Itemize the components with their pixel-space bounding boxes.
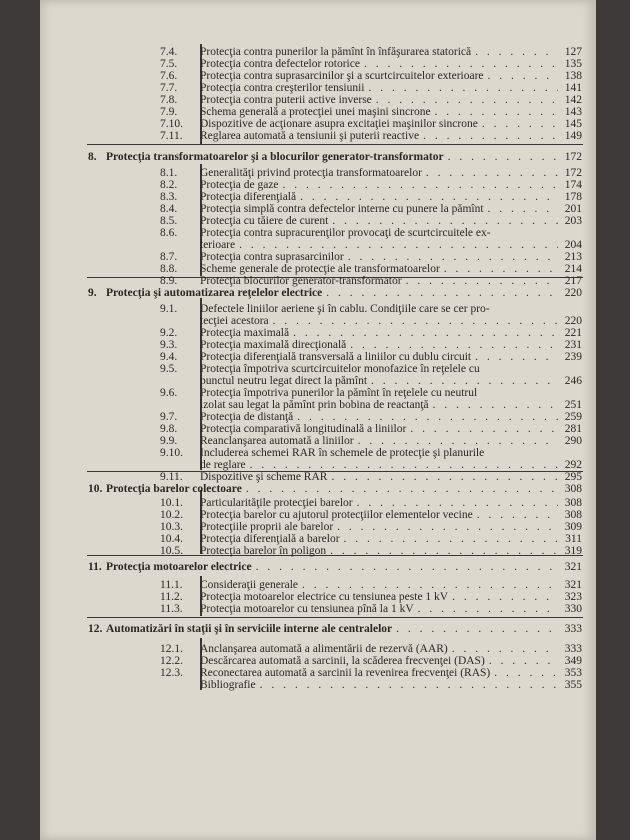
page-number: 220 — [564, 315, 582, 327]
toc-entry — [200, 316, 582, 327]
page-number: 311 — [565, 533, 582, 545]
toc-entry-title: Protecţia contra suprasarcinilor şi a scurtcircuitelor exterioare — [200, 70, 484, 82]
toc-entry-number: 12.1. — [160, 643, 183, 655]
dot-leader — [426, 168, 558, 179]
toc-entry — [160, 668, 582, 679]
page-number: 221 — [564, 327, 582, 339]
dot-leader — [250, 460, 558, 471]
dot-leader — [256, 562, 558, 573]
toc-entry-title: Protecţia contra defectelor rotorice — [200, 58, 360, 70]
toc-entry-title: Defectele liniilor aeriene şi în cablu. Condiţiile care se cer pro- — [200, 303, 490, 315]
toc-entry-title: Schema generală a protecţiei unei maşini sincrone — [200, 106, 431, 118]
page-number: 355 — [564, 679, 582, 691]
toc-entry — [160, 304, 582, 315]
page-number: 349 — [564, 655, 582, 667]
toc-entry-number: 7.4. — [160, 46, 178, 58]
page-number: 281 — [564, 423, 582, 435]
dot-leader — [448, 152, 558, 163]
toc-entry-title: Consideraţii generale — [200, 579, 299, 591]
toc-entry-number: 8.5. — [160, 215, 178, 227]
toc-entry-number: 9.9. — [160, 435, 178, 447]
toc-entry-title: Protecţia comparativă longitudinală a liniilor — [200, 423, 407, 435]
chapter-title: Automatizări în staţii şi în serviciile interne ale centralelor — [106, 623, 393, 635]
toc-entry-number: 10.5. — [160, 545, 183, 557]
page-number: 172 — [564, 151, 582, 163]
page-number: 138 — [564, 70, 582, 82]
dot-leader — [344, 534, 558, 545]
page-number: 292 — [564, 459, 582, 471]
page-number: 143 — [564, 106, 582, 118]
toc-entry — [160, 340, 582, 351]
toc-entry-number: 9.11. — [160, 471, 183, 483]
toc-entry — [160, 131, 582, 142]
toc-entry — [160, 119, 582, 130]
dot-leader — [410, 424, 558, 435]
toc-entry-title: Reanclanşarea automată a liniilor — [200, 435, 354, 447]
toc-entry — [160, 107, 582, 118]
page-number: 220 — [564, 287, 582, 299]
dot-leader — [337, 522, 558, 533]
toc-entry-number: 10.1. — [160, 497, 183, 509]
toc-entry — [160, 522, 582, 533]
toc-entry-number: 10.4. — [160, 533, 183, 545]
toc-entry-title: Protecţia diferenţială a barelor — [200, 533, 340, 545]
dot-leader — [488, 204, 558, 215]
toc-entry-title: Includerea schemei RAR în schemele de protecţie şi planurile — [200, 447, 485, 459]
toc-entry — [160, 204, 582, 215]
toc-entry-number: 7.8. — [160, 94, 178, 106]
toc-entry-number: 7.6. — [160, 70, 178, 82]
page-number: 309 — [564, 521, 582, 533]
toc-entry-number: 8.7. — [160, 251, 178, 263]
toc-entry-title-continuation: de reglare — [200, 459, 246, 471]
toc-entry-number: 9.8. — [160, 423, 178, 435]
book-page — [40, 0, 596, 840]
page-number: 239 — [564, 351, 582, 363]
page-number: 321 — [564, 561, 582, 573]
toc-entry — [200, 460, 582, 471]
dot-leader — [273, 316, 558, 327]
dot-leader — [330, 546, 558, 557]
toc-entry-title-continuation: terioare — [200, 239, 236, 251]
chapter-rule — [87, 617, 583, 618]
toc-entry-title: Protecţia simplă contra defectelor interne cu punere la pămînt — [200, 203, 484, 215]
toc-entry-number: 9.7. — [160, 411, 178, 423]
toc-entry-number: 10.2. — [160, 509, 183, 521]
toc-entry-title: Protecţia diferenţială — [200, 191, 297, 203]
toc-entry — [160, 352, 582, 363]
toc-entry-title: Protecţia împotriva punerilor la pămînt în reţelele cu neutrul — [200, 387, 478, 399]
toc-entry — [160, 192, 582, 203]
toc-entry-title: Protecţia de gaze — [200, 179, 279, 191]
toc-entry-title: Protecţia blocurilor generator-transformator — [200, 275, 402, 287]
toc-entry-title: Protecţia contra supracurenţilor provocaţi de scurtcircuitele ex- — [200, 227, 491, 239]
page-number: 290 — [564, 435, 582, 447]
page-number: 172 — [564, 167, 582, 179]
toc-entry-number: 9.5. — [160, 363, 178, 375]
toc-entry-number: 8.9. — [160, 275, 178, 287]
toc-entry — [200, 240, 582, 251]
page-number: 321 — [564, 579, 582, 591]
toc-entry — [160, 328, 582, 339]
toc-entry — [160, 592, 582, 603]
page-number: 319 — [564, 545, 582, 557]
toc-entry — [160, 216, 582, 227]
toc-entry — [160, 71, 582, 82]
toc-entry-number: 8.4. — [160, 203, 178, 215]
toc-entry-number: 9.6. — [160, 387, 178, 399]
toc-entry-number: 8.2. — [160, 179, 178, 191]
page-number: 127 — [564, 46, 582, 58]
dot-leader — [452, 644, 558, 655]
dot-leader — [475, 352, 558, 363]
page-number: 204 — [564, 239, 582, 251]
page-number: 251 — [564, 399, 582, 411]
toc-entry — [160, 680, 582, 691]
page-number: 295 — [564, 471, 582, 483]
toc-entry-title: Scheme generale de protecţie ale transformatoarelor — [200, 263, 440, 275]
chapter-title: Protecţia transformatoarelor şi a blocurilor generator-transformator — [106, 151, 444, 163]
toc-entry-title: Reglarea automată a tensiunii şi puterii reactive — [200, 130, 420, 142]
toc-entry-title: Generalităţi privind protecţia transformatoarelor — [200, 167, 422, 179]
toc-entry-title-continuation: punctul neutru legat direct la pămînt — [200, 375, 368, 387]
chapter-number: 12. — [88, 623, 103, 635]
chapter-title: Protecţia şi automatizarea reţelelor electrice — [106, 287, 323, 299]
toc-entry — [160, 276, 582, 287]
dot-leader — [477, 510, 558, 521]
dot-leader — [418, 604, 558, 615]
page-number: 217 — [564, 275, 582, 287]
toc-entry — [160, 364, 582, 375]
toc-entry-title: Protecţiile proprii ale barelor — [200, 521, 334, 533]
page-number: 149 — [564, 130, 582, 142]
toc-entry-number: 7.9. — [160, 106, 178, 118]
toc-entry — [200, 400, 582, 411]
dot-leader — [332, 216, 558, 227]
toc-entry — [160, 424, 582, 435]
dot-leader — [348, 252, 558, 263]
chapter-title: Protecţia barelor colectoare — [106, 483, 242, 495]
chapter-number: 8. — [88, 151, 97, 163]
dot-leader — [326, 288, 558, 299]
toc-entry — [160, 604, 582, 615]
toc-entry-title: Protecţia motoarelor electrice cu tensiunea peste 1 kV — [200, 591, 449, 603]
toc-entry — [160, 168, 582, 179]
dot-leader — [283, 180, 558, 191]
chapter-rule — [87, 144, 583, 145]
page-number: 333 — [564, 623, 582, 635]
dot-leader — [494, 668, 558, 679]
toc-entry-title: Dispozitive de acţionare asupra excitaţiei maşinilor sincrone — [200, 118, 478, 130]
toc-entry — [160, 510, 582, 521]
page-number: 330 — [564, 603, 582, 615]
dot-leader — [444, 264, 558, 275]
toc-entry — [160, 264, 582, 275]
toc-entry — [160, 228, 582, 239]
toc-entry — [160, 252, 582, 263]
toc-entry — [160, 472, 582, 483]
dot-leader — [482, 119, 558, 130]
dot-leader — [435, 107, 558, 118]
page-number: 308 — [564, 483, 582, 495]
dot-leader — [331, 472, 558, 483]
page-number: 246 — [564, 375, 582, 387]
toc-chapter-heading — [88, 562, 582, 573]
toc-entry — [160, 644, 582, 655]
page-number: 135 — [564, 58, 582, 70]
toc-entry — [160, 95, 582, 106]
dot-leader — [364, 59, 558, 70]
dot-leader — [489, 656, 558, 667]
toc-entry-number: 8.8. — [160, 263, 178, 275]
chapter-title: Protecţia motoarelor electrice — [106, 561, 252, 573]
toc-entry-title: Protecţia barelor în poligon — [200, 545, 327, 557]
toc-entry — [160, 388, 582, 399]
toc-entry — [160, 498, 582, 509]
toc-entry-title: Particularităţile protecţiei barelor — [200, 497, 353, 509]
toc-entry-number: 10.3. — [160, 521, 183, 533]
page-number: 145 — [564, 118, 582, 130]
page-number: 178 — [564, 191, 582, 203]
toc-entry-number: 8.3. — [160, 191, 178, 203]
toc-entry-number: 12.3. — [160, 667, 183, 679]
toc-entry-number: 11.3. — [160, 603, 183, 615]
toc-entry-title: Anclanşarea automată a alimentării de rezervă (AAR) — [200, 643, 448, 655]
toc-chapter-heading — [88, 288, 582, 299]
dot-leader — [423, 131, 558, 142]
dot-leader — [358, 436, 558, 447]
dot-leader — [433, 400, 558, 411]
toc-chapter-heading — [88, 152, 582, 163]
toc-entry-title-continuation: izolat sau legat la pămînt prin bobina de reactanţă — [200, 399, 429, 411]
page-number: 333 — [564, 643, 582, 655]
toc-entry-number: 9.3. — [160, 339, 178, 351]
page-number: 231 — [564, 339, 582, 351]
dot-leader — [293, 328, 558, 339]
toc-entry — [160, 83, 582, 94]
toc-entry — [160, 180, 582, 191]
page-number: 308 — [564, 509, 582, 521]
dot-leader — [246, 484, 558, 495]
dot-leader — [488, 71, 558, 82]
dot-leader — [368, 83, 558, 94]
toc-entry-number: 12.2. — [160, 655, 183, 667]
page-number: 141 — [564, 82, 582, 94]
page-number: 259 — [564, 411, 582, 423]
page-number: 214 — [564, 263, 582, 275]
toc-entry-title-continuation: tecţiei acestora — [200, 315, 269, 327]
toc-entry-number: 9.10. — [160, 447, 183, 459]
toc-entry-number: 9.2. — [160, 327, 178, 339]
toc-entry — [160, 59, 582, 70]
dot-leader — [350, 340, 558, 351]
toc-entry-number: 7.5. — [160, 58, 178, 70]
dot-leader — [239, 240, 558, 251]
toc-entry — [160, 448, 582, 459]
dot-leader — [452, 592, 558, 603]
toc-entry-number: 9.1. — [160, 303, 178, 315]
dot-leader — [371, 376, 558, 387]
toc-entry — [160, 534, 582, 545]
toc-entry-title: Protecţia motoarelor cu tensiunea pînă la 1 kV — [200, 603, 414, 615]
toc-entry-title: Protecţia maximală — [200, 327, 290, 339]
chapter-number: 10. — [88, 483, 103, 495]
toc-entry-title: Reconectarea automată a sarcinii la revenirea frecvenţei (RAS) — [200, 667, 491, 679]
dot-leader — [302, 580, 558, 591]
toc-entry-number: 11.1. — [160, 579, 183, 591]
toc-entry-title: Protecţia maximală direcţională — [200, 339, 347, 351]
toc-entry-title: Protecţia barelor cu ajutorul protecţiilor elementelor vecine — [200, 509, 473, 521]
toc-chapter-heading — [88, 624, 582, 635]
toc-entry-title: Protecţia împotriva scurtcircuitelor monofazice în reţelele cu — [200, 363, 480, 375]
dot-leader — [357, 498, 558, 509]
page-number: 308 — [564, 497, 582, 509]
toc-entry — [160, 436, 582, 447]
toc-chapter-heading — [88, 484, 582, 495]
page-number: 174 — [564, 179, 582, 191]
page-number: 213 — [564, 251, 582, 263]
toc-entry-title: Protecţia contra creşterilor tensiunii — [200, 82, 365, 94]
toc-entry-title: Protecţia de distanţă — [200, 411, 294, 423]
dot-leader — [396, 624, 558, 635]
dot-leader — [406, 276, 558, 287]
toc-entry-title: Protecţia contra suprasarcinilor — [200, 251, 344, 263]
dot-leader — [260, 680, 558, 691]
toc-entry — [160, 580, 582, 591]
toc-entry-title: Bibliografie — [200, 679, 256, 691]
toc-entry-title: Dispozitive şi scheme RAR — [200, 471, 328, 483]
toc-entry — [200, 376, 582, 387]
page-number: 323 — [564, 591, 582, 603]
toc-entry — [160, 47, 582, 58]
toc-entry-number: 8.1. — [160, 167, 178, 179]
chapter-number: 11. — [88, 561, 102, 573]
toc-entry-title: Protecţia diferenţială transversală a liniilor cu dublu circuit — [200, 351, 472, 363]
page-number: 201 — [564, 203, 582, 215]
toc-entry-title: Protecţia cu tăiere de curent — [200, 215, 329, 227]
toc-entry-title: Descărcarea automată a sarcinii, la scăderea frecvenţei (DAS) — [200, 655, 485, 667]
toc-entry-title: Protecţia contra punerilor la pămînt în înfăşurarea statorică — [200, 46, 472, 58]
toc-entry — [160, 656, 582, 667]
toc-entry-title: Protecţia contra puterii active inverse — [200, 94, 372, 106]
dot-leader — [376, 95, 558, 106]
toc-entry-number: 8.6. — [160, 227, 178, 239]
toc-entry — [160, 412, 582, 423]
toc-entry-number: 9.4. — [160, 351, 178, 363]
toc-entry — [160, 546, 582, 557]
dot-leader — [475, 47, 558, 58]
chapter-number: 9. — [88, 287, 97, 299]
dot-leader — [300, 192, 558, 203]
toc-entry-number: 7.10. — [160, 118, 183, 130]
page-number: 142 — [564, 94, 582, 106]
toc-entry-number: 11.2. — [160, 591, 183, 603]
toc-entry-number: 7.7. — [160, 82, 178, 94]
page-number: 353 — [564, 667, 582, 679]
dot-leader — [297, 412, 558, 423]
page-number: 203 — [564, 215, 582, 227]
toc-entry-number: 7.11. — [160, 130, 183, 142]
